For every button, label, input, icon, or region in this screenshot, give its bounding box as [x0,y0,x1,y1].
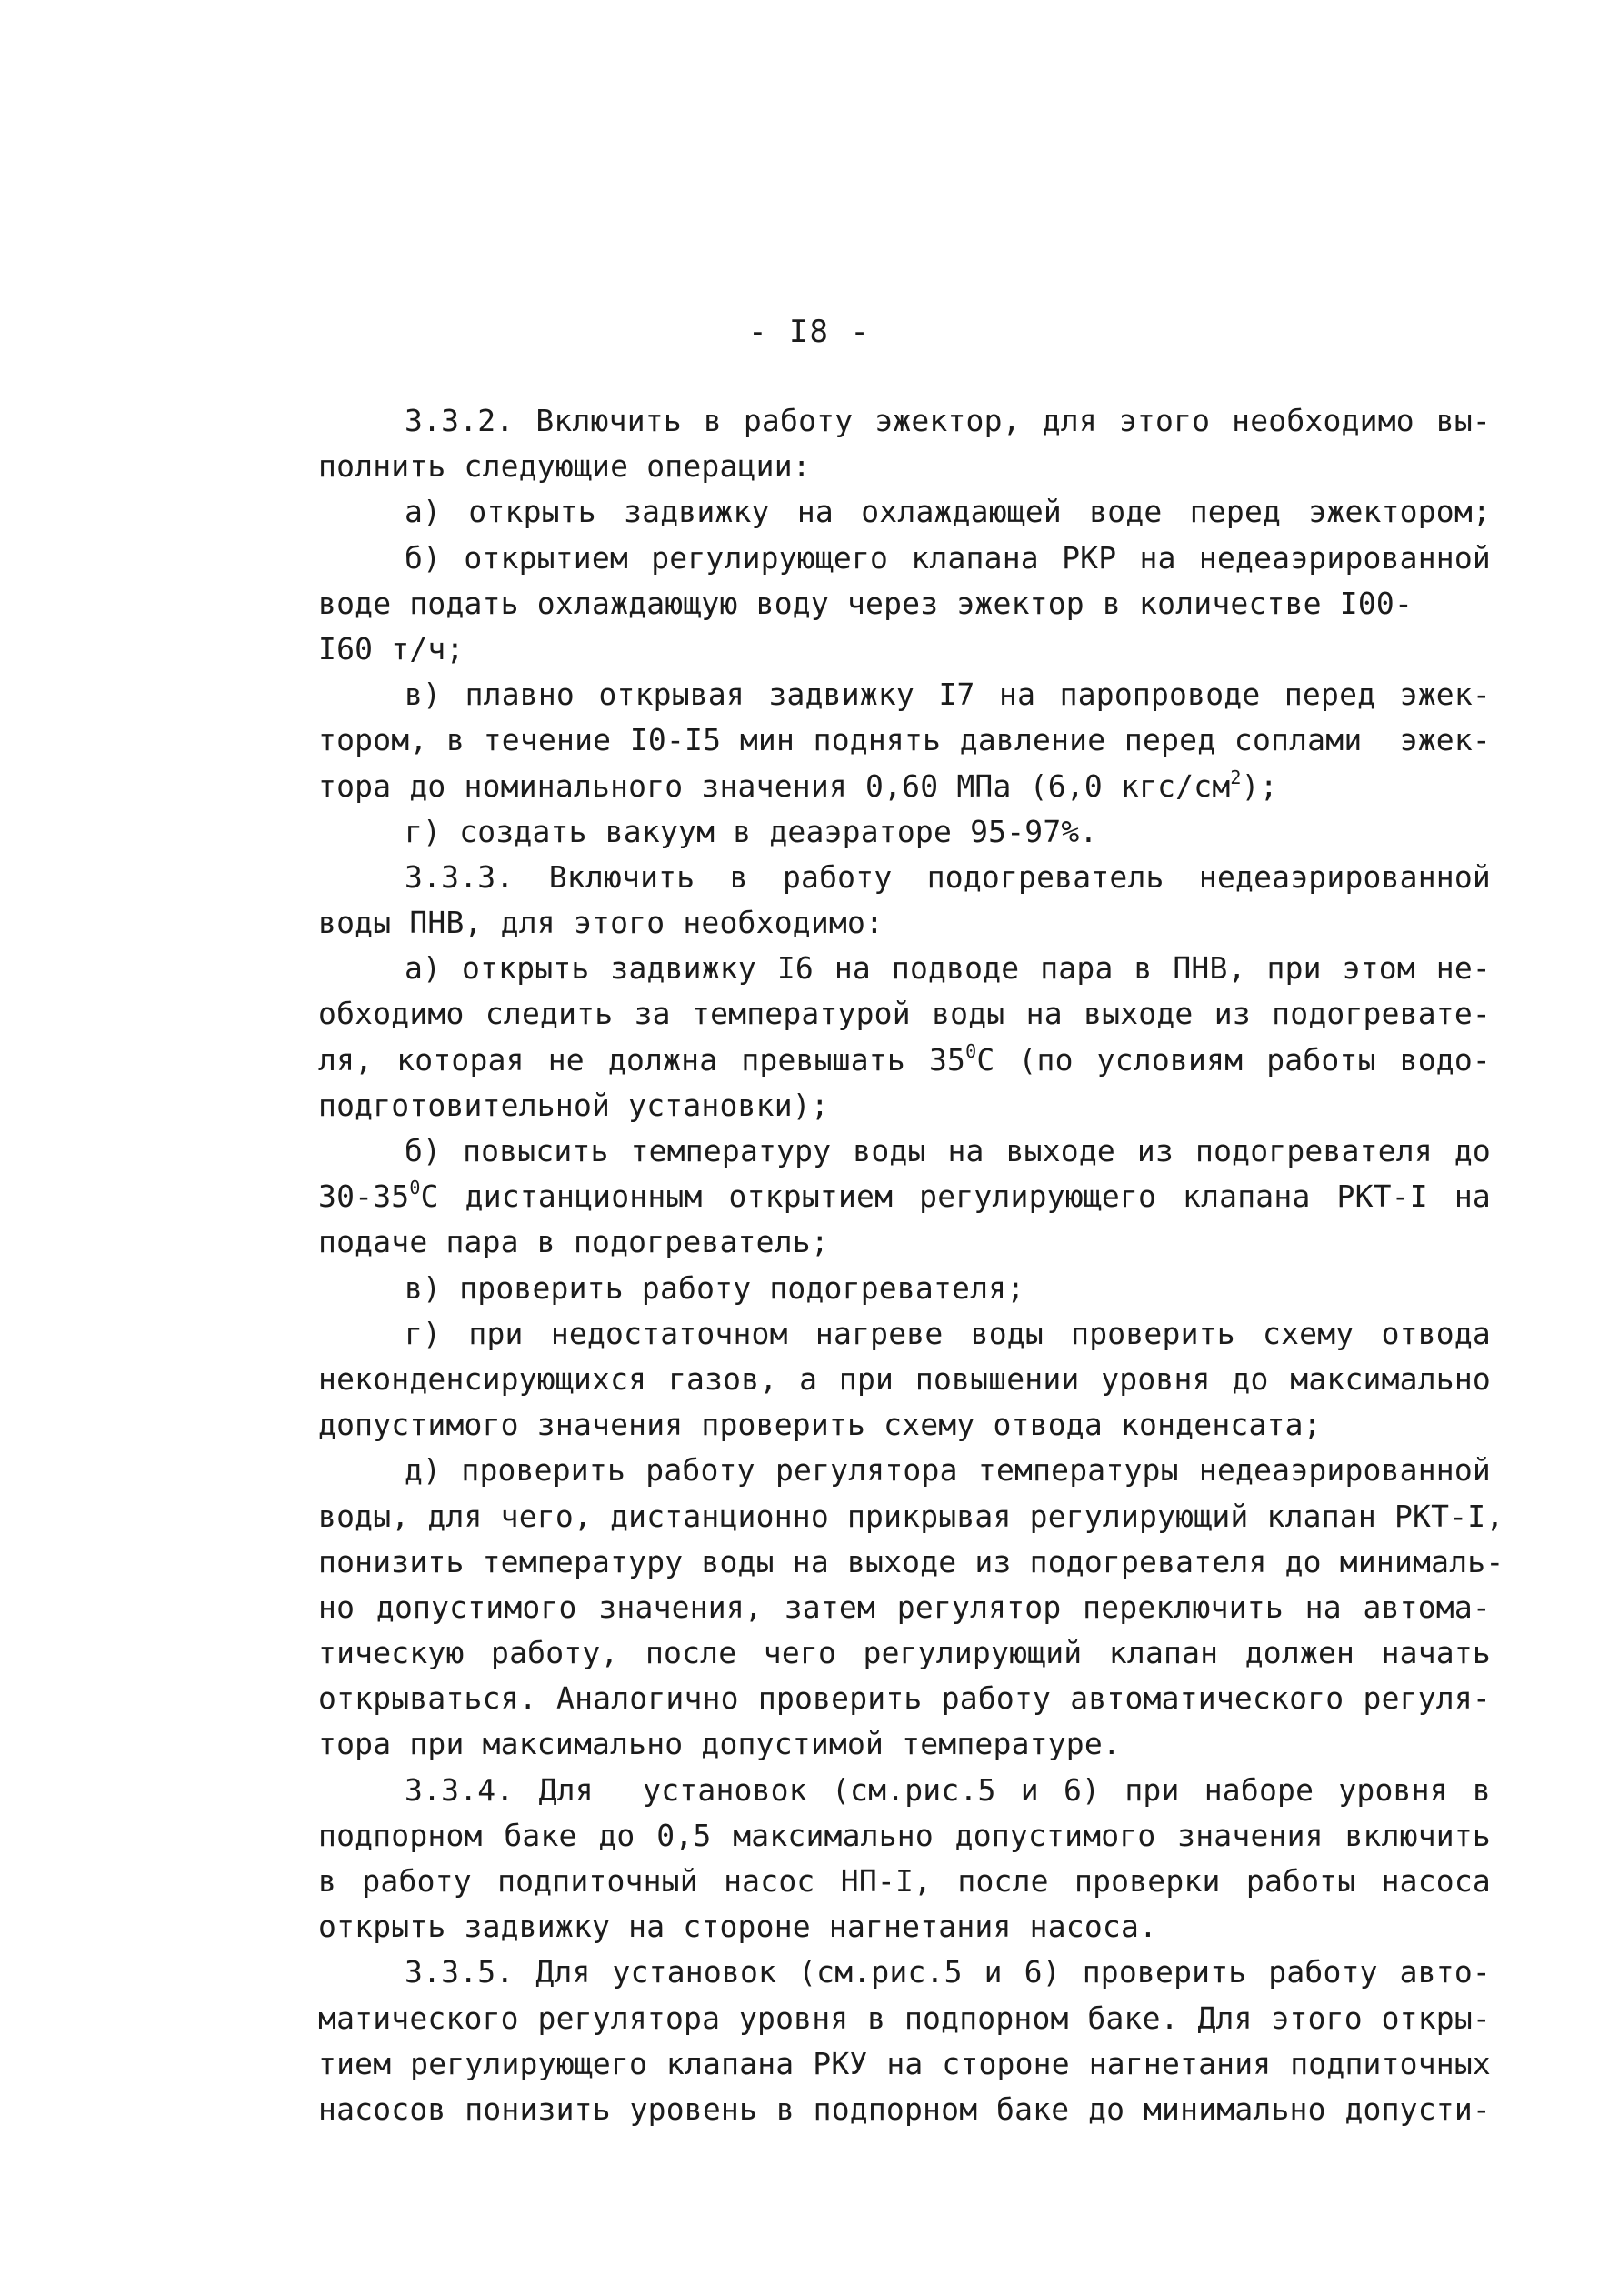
text-line [318,855,1491,900]
text-line-content: г) при недостаточном нагреве воды проверить схему отвода [405,1315,1491,1351]
text-line-content: б) повысить температуру воды на выходе из подогревателя до [405,1133,1491,1168]
text-line [318,900,1491,946]
superscript: 0 [409,1177,421,1199]
text-line [318,1219,1491,1265]
text-line-content: открываться. Аналогично проверить работу автоматического регуля- [318,1680,1491,1717]
text-line-content: тора при максимально допустимой температуре. [318,1726,1121,1762]
text-line-content: неконденсирующихся газов, а при повышении уровня до максимально [318,1360,1491,1397]
text-line [318,809,1491,855]
text-line-content: 3.3.3. Включить в работу подогреватель недеаэрированной [405,858,1491,895]
text-line [318,1311,1491,1357]
text-line-content: насосов понизить уровень в подпорном баке до минимально допусти- [318,2090,1491,2127]
text-line [318,946,1491,991]
text-line [318,2041,1491,2087]
text-line [318,1402,1491,1448]
text-line [318,489,1491,535]
text-line-content: д) проверить работу регулятора температуры недеаэрированной [405,1452,1491,1489]
text-line [318,717,1491,763]
text-line-tail: С (по условиям работы водо- [976,1041,1491,1078]
text-line-content: обходимо следить за температурой воды на выходе из подогревате- [318,996,1491,1032]
text-line-content: г) создать вакуум в деаэраторе 95-97%. [405,813,1098,849]
text-line-tail: ); [1241,767,1278,804]
text-line [318,1266,1491,1311]
superscript: 2 [1230,766,1242,788]
text-line [318,627,1491,672]
text-line [318,764,1491,809]
text-line-content: 30-35 [318,1178,410,1215]
text-line [318,672,1491,717]
text-line [318,581,1491,627]
text-line [318,1996,1491,2041]
text-line-content: допустимого значения проверить схему отвода конденсата; [318,1407,1322,1443]
text-line-content: воды ПНВ, для этого необходимо: [318,905,884,941]
text-line [318,1859,1491,1904]
text-line-content: полнить следующие операции: [318,448,811,485]
text-line-content: в) проверить работу подогревателя; [405,1269,1025,1306]
text-line-content: воде подать охлаждающую воду через эжектор в количестве I00- [318,585,1414,621]
text-line-content: I60 т/ч; [318,630,465,667]
text-line-content: матического регулятора уровня в подпорном баке. Для этого откры- [318,2000,1491,2036]
text-line-content: 3.3.4. Для установок (см.рис.5 и 6) при наборе уровня в [405,1771,1491,1808]
text-line-content: подготовительной установки); [318,1087,829,1123]
text-line [318,1950,1491,1995]
text-line-content: но допустимого значения, затем регулятор переключить на автома- [318,1589,1491,1625]
text-line [318,1721,1491,1767]
text-line [318,1038,1491,1083]
superscript: 0 [965,1039,977,1062]
text-line-content: б) открытием регулирующего клапана РКР на недеаэрированной [405,539,1491,576]
text-line [318,991,1491,1037]
text-line-content: тора до номинального значения 0,60 МПа (6,0 кгс/см [318,767,1231,804]
text-line [318,1357,1491,1402]
text-line-content: подпорном баке до 0,5 максимально допустимого значения включить [318,1817,1491,1853]
document-body [318,398,1504,2132]
text-line [318,1904,1491,1950]
text-line [318,1494,1504,1539]
text-line-content: понизить температуру воды на выходе из подогревателя до минималь- [318,1543,1504,1579]
text-line [318,1448,1491,1493]
text-line-content: тором, в течение I0-I5 мин поднять давление перед соплами эжек- [318,722,1491,758]
text-line-content: воды, для чего, дистанционно прикрывая регулирующий клапан РКТ-I, [318,1498,1504,1534]
text-line-content: а) открыть задвижку I6 на подводе пара в ПНВ, при этом не- [405,950,1491,987]
text-line-content: в работу подпиточный насос НП-I, после проверки работы насоса [318,1863,1491,1899]
text-line [318,536,1491,581]
text-line [318,1174,1491,1219]
text-line [318,1630,1491,1676]
text-line-content: тическую работу, после чего регулирующий клапан должен начать [318,1635,1491,1671]
text-line-content: 3.3.5. Для установок (см.рис.5 и 6) проверить работу авто- [405,1954,1491,1990]
text-line [318,444,1491,489]
text-line [318,1676,1491,1721]
text-line [318,1813,1491,1859]
text-line [318,2087,1491,2132]
text-line-content: открыть задвижку на стороне нагнетания насоса. [318,1909,1158,1945]
text-line-content: тием регулирующего клапана РКУ на стороне нагнетания подпиточных [318,2045,1491,2081]
text-line [318,398,1491,444]
page-number: - I8 - [748,314,871,350]
text-line-content: а) открыть задвижку на охлаждающей воде перед эжектором; [405,494,1491,530]
text-line-content: 3.3.2. Включить в работу эжектор, для этого необходимо вы- [405,403,1491,438]
text-line-content: ля, которая не должна превышать 35 [318,1041,966,1078]
text-line [318,1539,1504,1585]
text-line-tail: С дистанционным открытием регулирующего клапана РКТ-I на [420,1178,1491,1215]
text-line [318,1768,1491,1813]
text-line [318,1128,1491,1174]
text-line-content: в) плавно открывая задвижку I7 на паропроводе перед эжек- [405,677,1491,713]
text-line-content: подаче пара в подогреватель; [318,1224,829,1260]
text-line [318,1585,1491,1630]
text-line [318,1083,1491,1128]
